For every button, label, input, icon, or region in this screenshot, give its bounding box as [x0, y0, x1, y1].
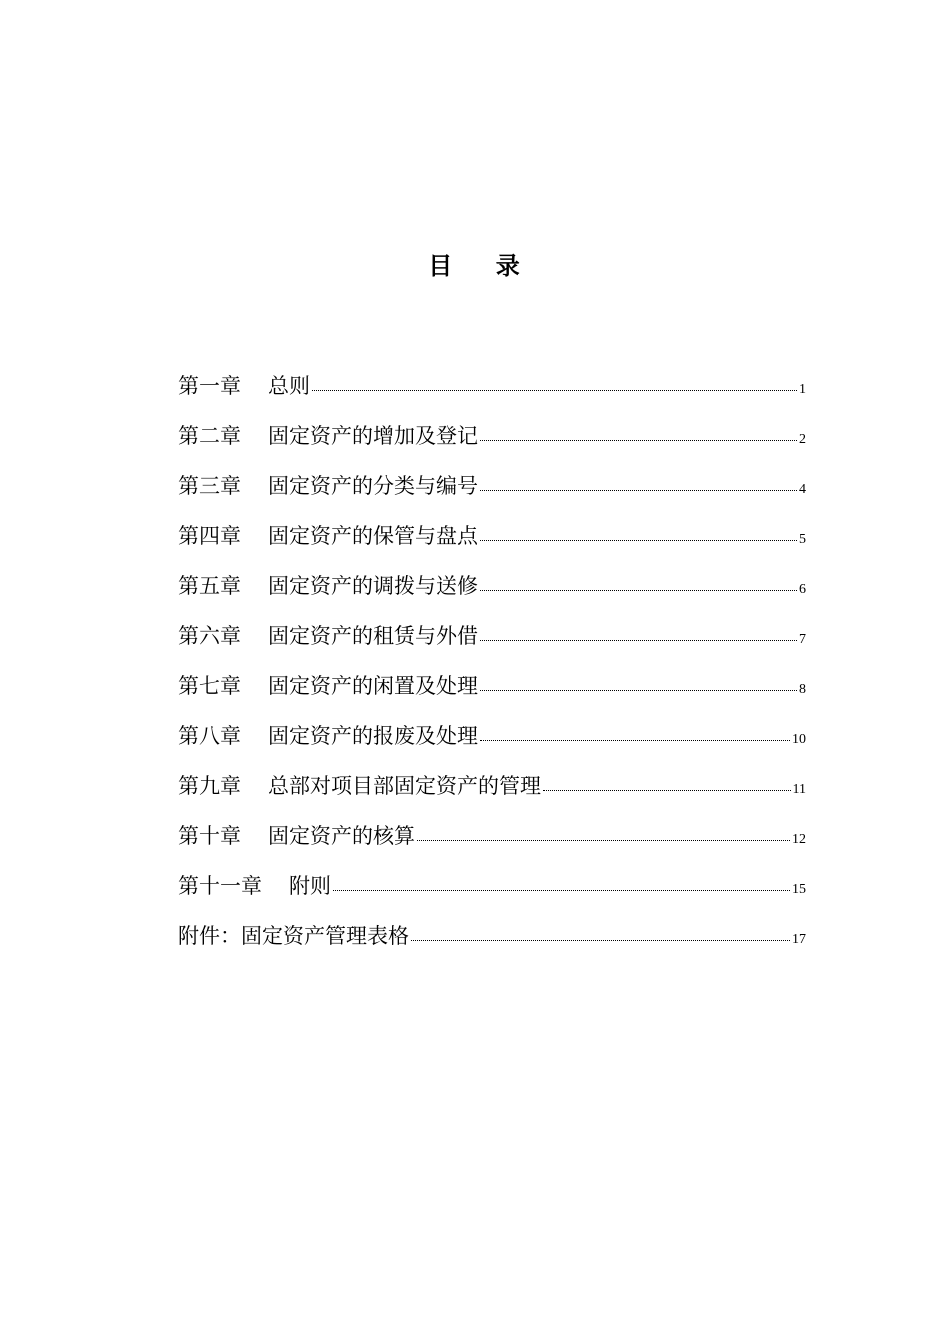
toc-chapter-title: 固定资产的核算 [268, 824, 415, 848]
toc-dot-leader [333, 890, 790, 891]
toc-chapter-number: 第八章 [178, 724, 241, 748]
toc-chapter-title: 固定资产的分类与编号 [268, 474, 478, 498]
toc-entry[interactable] [178, 570, 806, 620]
toc-chapter-title: 固定资产的闲置及处理 [268, 674, 478, 698]
toc-dot-leader [480, 740, 790, 741]
toc-page-number: 1 [799, 382, 806, 397]
toc-page-number: 2 [799, 432, 806, 447]
toc-entry[interactable] [178, 370, 806, 420]
toc-dot-leader [480, 440, 797, 441]
toc-dot-leader [411, 940, 790, 941]
toc-entry[interactable] [178, 420, 806, 470]
toc-chapter-number: 附件： [178, 924, 241, 948]
toc-page-number: 11 [792, 782, 806, 797]
toc-chapter-number: 第二章 [178, 424, 241, 448]
toc-chapter-title: 总部对项目部固定资产的管理 [268, 774, 541, 798]
toc-chapter-number: 第十章 [178, 824, 241, 848]
toc-page-number: 10 [792, 732, 806, 747]
toc-dot-leader [312, 390, 797, 391]
toc-chapter-title: 固定资产的报废及处理 [268, 724, 478, 748]
toc-entry[interactable] [178, 920, 806, 970]
toc-dot-leader [543, 790, 791, 791]
toc-entry[interactable] [178, 770, 806, 820]
toc-entry[interactable] [178, 670, 806, 720]
toc-dot-leader [480, 690, 797, 691]
toc-page-number: 17 [792, 932, 806, 947]
toc-entry[interactable] [178, 820, 806, 870]
toc-dot-leader [480, 590, 797, 591]
toc-chapter-number: 第七章 [178, 674, 241, 698]
toc-dot-leader [480, 540, 797, 541]
toc-chapter-number: 第五章 [178, 574, 241, 598]
toc-entry[interactable] [178, 470, 806, 520]
toc-page-number: 8 [799, 682, 806, 697]
toc-chapter-number: 第十一章 [178, 874, 262, 898]
toc-page-number: 5 [799, 532, 806, 547]
toc-chapter-title: 固定资产的增加及登记 [268, 424, 478, 448]
toc-page-number: 15 [792, 882, 806, 897]
toc-entry[interactable] [178, 870, 806, 920]
toc-page-number: 7 [799, 632, 806, 647]
toc-dot-leader [417, 840, 790, 841]
toc-chapter-title: 附则 [289, 874, 331, 898]
toc-dot-leader [480, 490, 797, 491]
toc-chapter-title: 固定资产管理表格 [241, 924, 409, 948]
toc-chapter-number: 第九章 [178, 774, 241, 798]
toc-chapter-title: 固定资产的调拨与送修 [268, 574, 478, 598]
toc-chapter-number: 第六章 [178, 624, 241, 648]
toc-chapter-title: 固定资产的保管与盘点 [268, 524, 478, 548]
toc-page-number: 4 [799, 482, 806, 497]
toc-list [178, 370, 806, 970]
toc-chapter-number: 第四章 [178, 524, 241, 548]
toc-entry[interactable] [178, 720, 806, 770]
toc-dot-leader [480, 640, 797, 641]
toc-entry[interactable] [178, 520, 806, 570]
toc-chapter-number: 第三章 [178, 474, 241, 498]
toc-entry[interactable] [178, 620, 806, 670]
toc-chapter-number: 第一章 [178, 374, 241, 398]
toc-chapter-title: 固定资产的租赁与外借 [268, 624, 478, 648]
toc-page-number: 6 [799, 582, 806, 597]
toc-chapter-title: 总则 [268, 374, 310, 398]
toc-page-number: 12 [792, 832, 806, 847]
toc-title: 目 录 [428, 252, 522, 280]
